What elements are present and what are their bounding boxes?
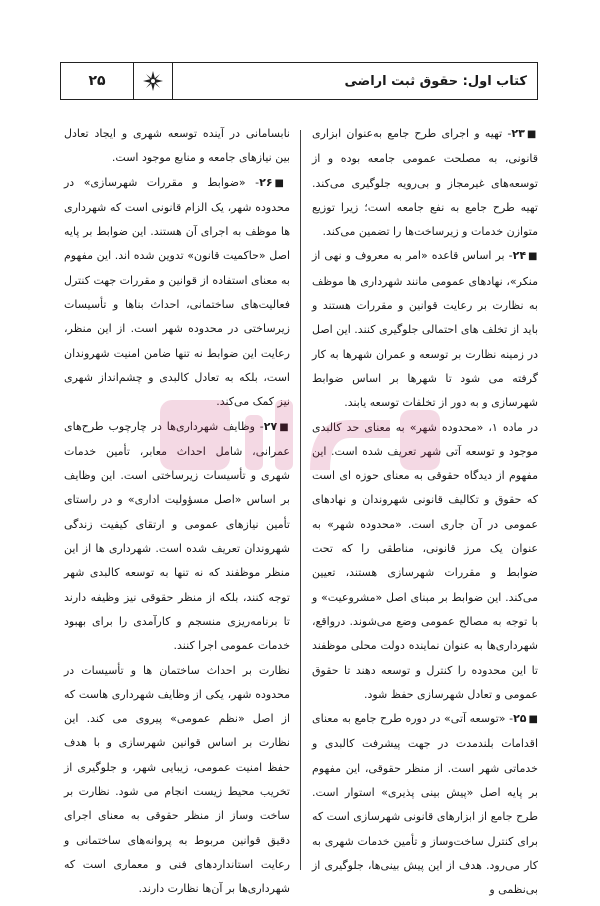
page-number: ۲۵ <box>88 73 106 89</box>
paragraph-text: بر اساس قاعده «امر به معروف و نهی از منکر»، نهادهای عمومی مانند شهرداری ها موظف به نظارت بر رعایت قوانین و مقررات هستند و باید از تخلف های احتمالی جلوگیری کنند. این اصل در زمینه نظارت بر توسعه و عمران شهرها به کار گرفته می شود تا شهرها بر اساس ضوابط شهرسازی و به دور از تخلفات توسعه یابند. <box>312 249 538 410</box>
paragraph <box>312 244 538 415</box>
paragraph <box>64 415 290 659</box>
note-number: ۲۷ <box>263 419 278 433</box>
ornament-icon <box>133 63 173 99</box>
square-bullet-icon: ■ <box>526 129 538 140</box>
paragraph-text: وظایف شهرداری‌ها در چارچوب طرح‌های عمرانی، شامل احداث معابر، تأمین خدمات شهری و تأسیسات زیرساختی است. این وظایف بر اساس «اصل مسؤولیت اداری» و در راستای تأمین نیازهای عمومی و ارتقای کیفیت زندگی شهروندان تعریف شده است. شهرداری ها از این منظر موظفند که نه تنها به توسعه کالبدی شهر توجه کنند، بلکه از منظر حقوقی نیز وظیفه دارند تا برنامه‌ریزی منسجم و کارآمدی را برای بهبود خدمات عمومی اجرا کنند. <box>64 419 290 653</box>
book-title: کتاب اول: حقوق ثبت اراضی <box>344 73 527 89</box>
note-separator: - <box>502 127 512 140</box>
column-divider <box>300 130 301 870</box>
note-separator: - <box>254 419 264 433</box>
paragraph <box>64 171 290 415</box>
right-column <box>312 122 539 897</box>
paragraph-text: «توسعه آتی» در دوره طرح جامع به معنای اقدامات بلندمدت در جهت پیشرفت کالبدی و خدماتی شهر است. از منظر حقوقی، این مفهوم بر پایه اصل «پیش بینی پذیری» استوار است. طرح جامع از ابزارهای قانونی شهرسازی است که برای کنترل ساخت‌وساز و تأمین خدمات شهری به کار می‌رود. هدف از این پیش بینی‌ها، جلوگیری از بی‌نظمی و <box>312 712 538 897</box>
square-bullet-icon: ■ <box>279 421 291 433</box>
note-number: ۲۶ <box>259 175 273 189</box>
note-number: ۲۴ <box>512 249 527 263</box>
note-separator: - <box>505 712 514 726</box>
square-bullet-icon: ■ <box>528 714 539 726</box>
square-bullet-icon: ■ <box>528 251 539 263</box>
paragraph-text: نابسامانی در آینده توسعه شهری و ایجاد تعادل بین نیازهای جامعه و منابع موجود است. <box>64 127 290 165</box>
paragraph <box>312 416 538 708</box>
note-number: ۲۳ <box>511 127 525 140</box>
running-header <box>60 62 538 100</box>
page-body <box>64 122 539 897</box>
note-separator: - <box>245 175 260 189</box>
note-number: ۲۵ <box>513 712 527 726</box>
left-column <box>64 122 291 896</box>
paragraph <box>64 122 290 171</box>
square-bullet-icon: ■ <box>274 177 290 189</box>
paragraph-text: «ضوابط و مقررات شهرسازی» در محدوده شهر، یک الزام قانونی است که شهرداری ها موظف به اجرای آن هستند. این ضوابط بر پایه اصل «حاکمیت قانون» تدوین شده اند. این مفهوم به معنای استفاده از قوانین و مقررات جهت کنترل فعالیت‌های ساختمانی، احداث بناها و تأسیسات زیرساختی در محدوده شهر است. از این منظر، رعایت این ضوابط نه تنها ضامن امنیت شهروندان است، بلکه به تعادل کالبدی و چشم‌انداز شهری نیز کمک می‌کند. <box>64 175 290 409</box>
paragraph-text: در ماده ۱، «محدوده شهر» به معنای حد کالبدی موجود و توسعه آتی شهر تعریف شده است. این مفهوم از دیدگاه حقوقی به معنای حوزه ای است که حقوق و تکالیف قانونی شهروندان و نهادهای عمومی در آن جاری است. «محدوده شهر» به عنوان یک مرز قانونی، مناطقی را که تحت ضوابط و مقررات شهرسازی هستند، تعیین می‌کند. این ضوابط بر مبنای اصل «مشروعیت» و با توجه به مصالح عمومی وضع می‌شوند. درواقع، شهرداری‌ها به عنوان نماینده دولت محلی موظفند تا این محدوده را کنترل و توسعه دهند تا حقوق عمومی و تعادل شهرسازی حفظ شود. <box>312 420 538 701</box>
paragraph <box>64 659 290 902</box>
paragraph <box>312 707 538 902</box>
note-separator: - <box>504 249 513 263</box>
paragraph-text: تهیه و اجرای طرح جامع به‌عنوان ابزاری قانونی، به مصلحت عمومی جامعه بوده و از توسعه‌های غیرمجاز و بی‌رویه جلوگیری می‌کند. تهیه طرح جامع به نفع جامعه است؛ زیرا توزیع متوازن خدمات و زیرساخت‌ها را تضمین می‌کند. <box>312 127 538 239</box>
paragraph-text: نظارت بر احداث ساختمان ها و تأسیسات در محدوده شهر، یکی از وظایف شهرداری هاست که از اصل «نظم عمومی» پیروی می کند. این نظارت بر اساس قوانین شهرسازی و با هدف حفظ امنیت عمومی، زیبایی شهر، و جلوگیری از تخریب محیط زیست انجام می شود. نظارت بر ساخت وساز از منظر حقوقی به معنای اجرای دقیق قوانین مربوط به پروانه‌های ساختمانی و رعایت استانداردهای فنی و معماری است که شهرداری‌ها بر آن‌ها نظارت دارند. <box>64 663 290 896</box>
paragraph <box>312 122 538 244</box>
